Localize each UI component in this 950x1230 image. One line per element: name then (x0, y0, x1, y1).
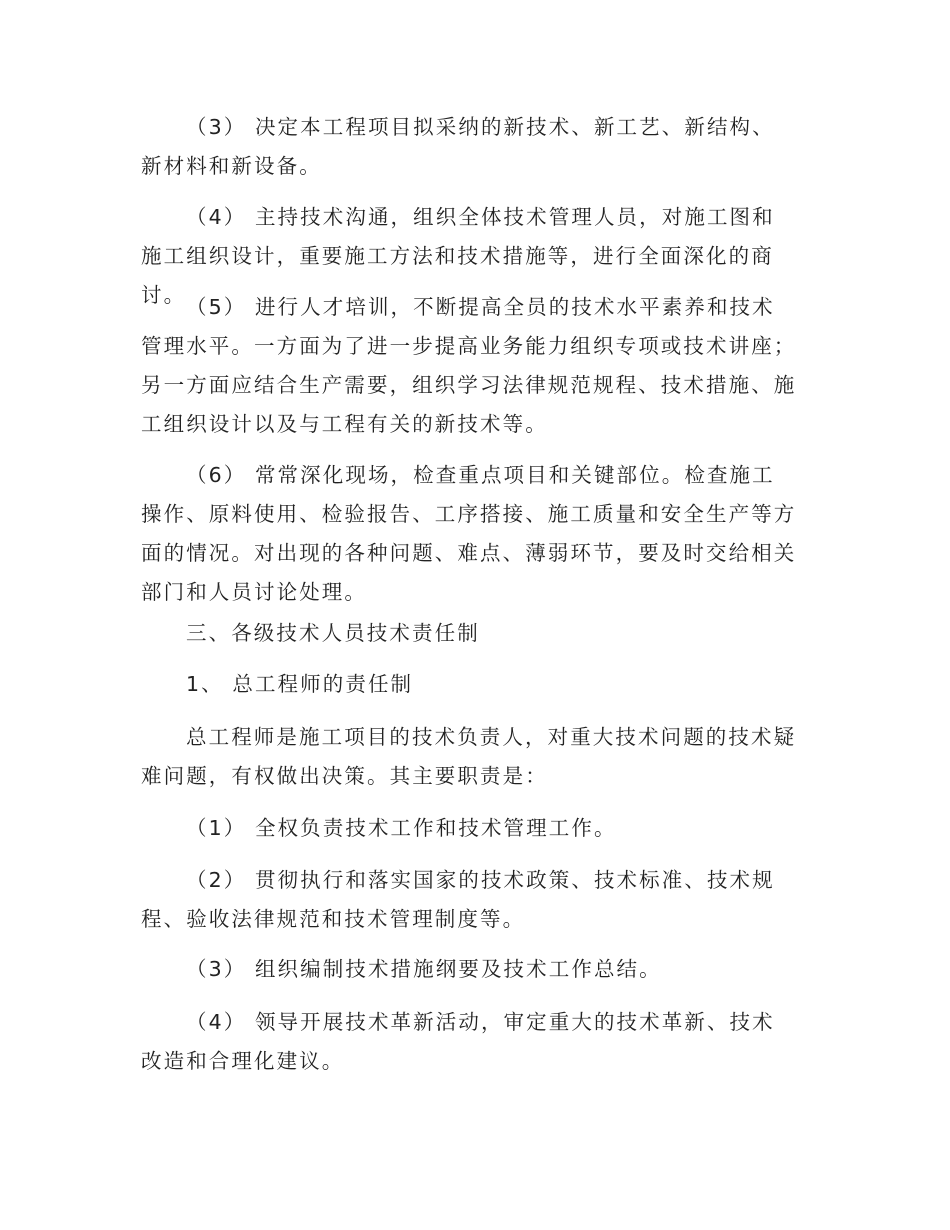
paragraph-chief-engineer-intro: 总工程师是施工项目的技术负责人，对重大技术问题的技术疑难问题，有权做出决策。其主要职责是： (141, 725, 797, 788)
paragraph-item-6-site-inspection: （6） 常常深化现场，检查重点项目和关键部位。检查施工操作、原料使用、检验报告、工序搭接、施工质量和安全生产等方面的情况。对出现的各种问题、难点、薄弱环节，要及时交给相关部门和人员讨论处理。 (141, 463, 797, 604)
paragraph-duty-3: （3） 组织编制技术措施纲要及技术工作总结。 (186, 957, 662, 981)
paragraph-duty-2: （2） 贯彻执行和落实国家的技术政策、技术标准、技术规程、验收法律规范和技术管理制度等。 (141, 868, 775, 931)
section-heading-responsibility-system: 三、各级技术人员技术责任制 (186, 621, 480, 645)
paragraph-duty-4: （4） 领导开展技术革新活动，审定重大的技术革新、技术改造和合理化建议。 (141, 1010, 775, 1073)
subsection-heading-chief-engineer: 1、 总工程师的责任制 (186, 672, 414, 696)
paragraph-duty-1: （1） 全权负责技术工作和技术管理工作。 (186, 816, 617, 840)
paragraph-item-5-talent-training: （5） 进行人才培训，不断提高全员的技术水平素养和技术管理水平。一方面为了进一步提高业务能力组织专项或技术讲座；另一方面应结合生产需要，组织学习法律规范规程、技术措施、施工组织设计以及与工程有关的新技术等。 (141, 295, 797, 436)
paragraph-item-4-technical-communication: （4） 主持技术沟通，组织全体技术管理人员，对施工图和施工组织设计，重要施工方法和技术措施等，进行全面深化的商讨。 (141, 205, 775, 307)
paragraph-item-3-new-technology: （3） 决定本工程项目拟采纳的新技术、新工艺、新结构、新材料和新设备。 (141, 115, 775, 178)
